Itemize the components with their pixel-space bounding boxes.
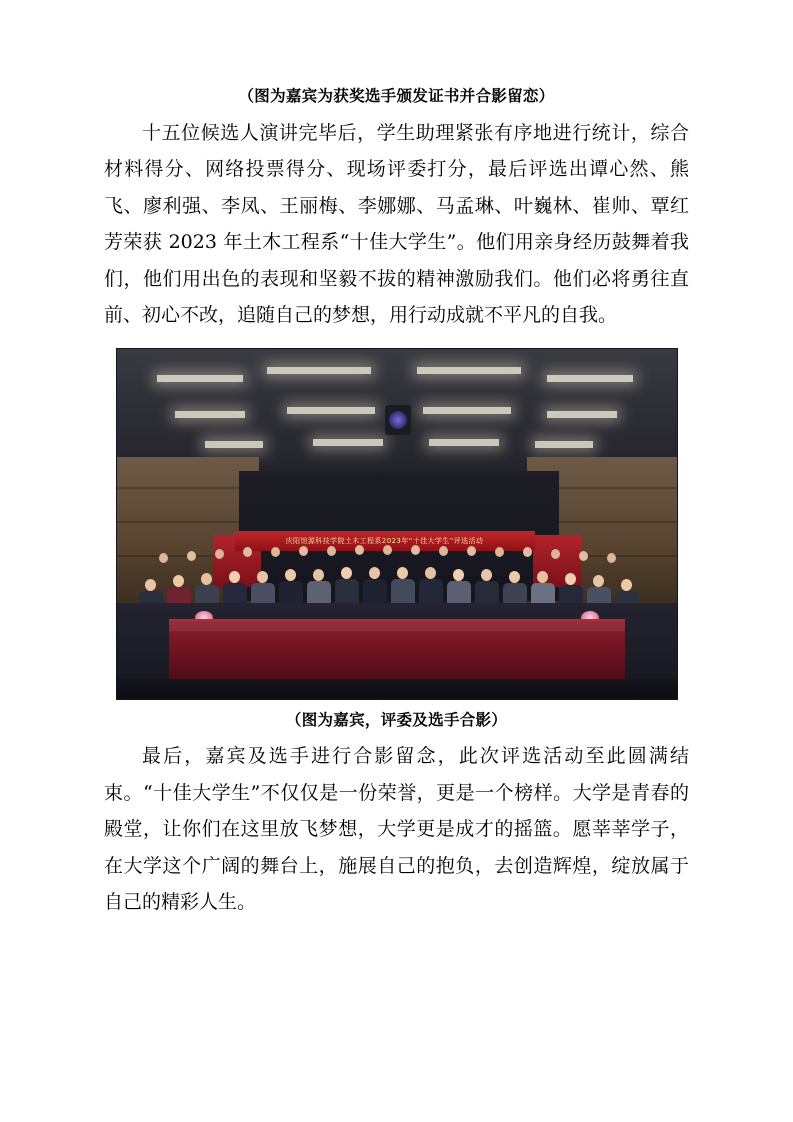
- person-head: [187, 551, 196, 561]
- ceiling-light: [547, 375, 633, 382]
- person-head: [607, 553, 616, 563]
- person-head: [495, 547, 504, 557]
- caption-bottom: （图为嘉宾，评委及选手合影）: [285, 709, 508, 729]
- head-table: [169, 619, 625, 681]
- wall-stripe: [117, 521, 259, 523]
- person-head: [383, 545, 392, 555]
- ceiling-light: [535, 441, 593, 448]
- person-head: [565, 573, 576, 585]
- wall-stripe: [117, 487, 259, 489]
- person-head: [439, 546, 448, 556]
- person-head: [411, 545, 420, 555]
- table-cloth-highlight: [169, 621, 625, 631]
- person-head: [621, 579, 632, 591]
- person-head: [327, 546, 336, 556]
- person-head: [285, 569, 296, 581]
- person-head: [257, 571, 268, 583]
- person-head: [509, 571, 520, 583]
- ceiling-light: [287, 407, 375, 414]
- person-head: [215, 549, 224, 559]
- photo-container: [104, 348, 689, 700]
- paragraph-one: 十五位候选人演讲完毕后，学生助理紧张有序地进行统计，综合材料得分、网络投票得分、现场评委打分，最后评选出谭心然、熊飞、廖利强、李凤、王丽梅、李娜娜、马孟琳、叶巍林、崔帅、覃红芳荣获 2023 年土木工程系“十佳大学生”。他们用亲身经历鼓舞着我们，他们用出色的表现和坚毅不拔的精神激励我们。他们必将勇往直前、初心不改，追随自己的梦想，用行动成就不平凡的自我。: [104, 121, 689, 327]
- ceiling-light: [429, 439, 499, 446]
- projector-icon: [385, 405, 411, 435]
- ceiling-light: [157, 375, 243, 382]
- ceiling-light: [547, 411, 617, 418]
- person-head: [593, 575, 604, 587]
- ceiling-light: [267, 367, 371, 374]
- person-head: [551, 549, 560, 559]
- ceiling-light: [313, 439, 383, 446]
- group-photo-auditorium: [116, 348, 678, 700]
- ceiling-light: [423, 407, 511, 414]
- ceiling-light: [205, 441, 263, 448]
- person-head: [299, 546, 308, 556]
- person-head: [145, 579, 156, 591]
- person-head: [453, 569, 464, 581]
- person-head: [537, 571, 548, 583]
- paragraph-two: 最后，嘉宾及选手进行合影留念，此次评选活动至此圆满结束。“十佳大学生”不仅仅是一份荣誉，更是一个榜样。大学是青春的殿堂，让你们在这里放飞梦想，大学更是成才的摇篮。愿莘莘学子，在大学这个广阔的舞台上，施展自己的抱负，去创造辉煌，绽放属于自己的精彩人生。: [104, 745, 689, 914]
- document-body: [104, 84, 689, 921]
- person-head: [243, 547, 252, 557]
- floor: [117, 679, 677, 699]
- person-head: [201, 573, 212, 585]
- person-head: [397, 567, 408, 579]
- stage-banner: 庆阳馆源科技学院土木工程系2023年“十佳大学生”评选活动: [235, 531, 535, 551]
- person-head: [159, 553, 168, 563]
- person-head: [369, 567, 380, 579]
- person-head: [355, 545, 364, 555]
- person-head: [271, 547, 280, 557]
- person-head: [523, 547, 532, 557]
- person-head: [579, 551, 588, 561]
- person-head: [229, 571, 240, 583]
- person-head: [341, 567, 352, 579]
- person-head: [481, 569, 492, 581]
- ceiling-light: [175, 411, 245, 418]
- person-head: [467, 546, 476, 556]
- caption-top: （图为嘉宾为获奖选手颁发证书并合影留恋）: [238, 86, 555, 105]
- person-head: [313, 569, 324, 581]
- person-head: [425, 567, 436, 579]
- ceiling-light: [417, 367, 521, 374]
- person-head: [173, 575, 184, 587]
